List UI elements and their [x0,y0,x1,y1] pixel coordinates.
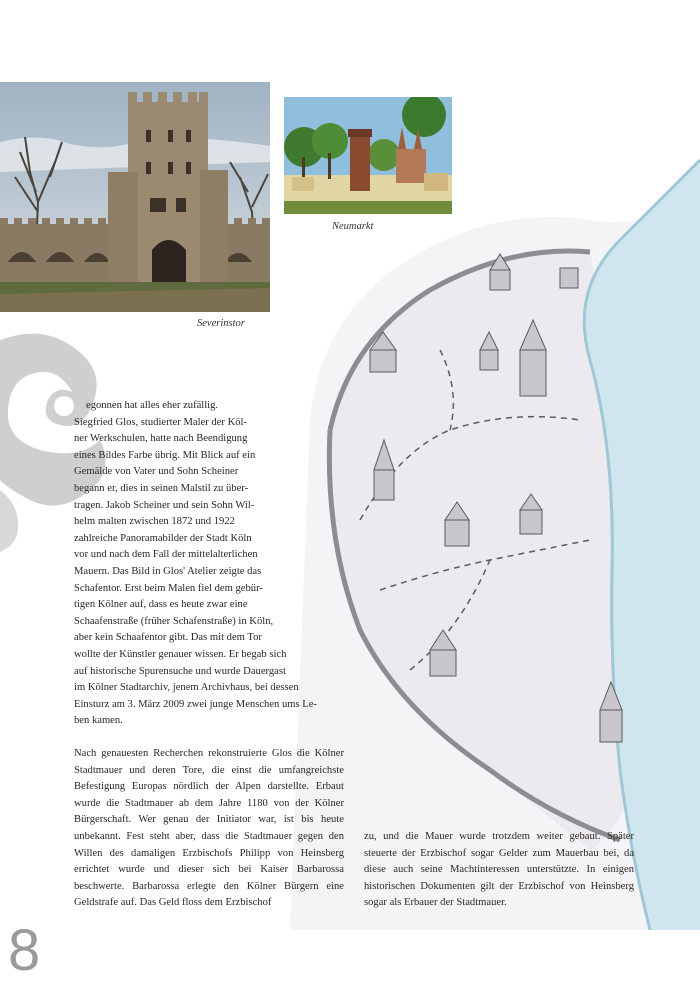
text-line: Einsturz am 3. März 2009 zwei junge Menschen ums Le- [74,698,317,710]
city-wall-map [290,70,700,930]
text-line: Siegfried Glos, studierter Maler der Köl- [74,416,247,428]
text-line: im Kölner Stadtarchiv, jenem Archivhaus, bei dessen [74,682,299,694]
text-line: tigen Kölner auf, dass es heute zwar eine [74,599,248,611]
article-paragraph-3: zu, und die Mauer wurde trotzdem weiter gebaut. Später steuerte der Erzbischof sogar Gelder zum Mauerbau bei, da diese auch seine Machtinteressen unterstützte. In einigen historischen Dokumenten gilt der Erzbischof von Heinsberg sogar als Erbauer der Stadtmauer. [364,831,634,909]
text-line: zahlreiche Panoramabilder der Stadt Köln [74,532,252,544]
caption-severinstor: Severinstor [197,318,245,329]
text-line: begann er, dies in seinen Malstil zu über- [74,482,249,494]
text-line: ben kamen. [74,715,123,727]
severinstor-photo [0,82,270,312]
text-line: tragen. Jakob Scheiner und sein Sohn Wil- [74,499,255,511]
article-paragraph-1 [74,398,344,730]
text-line: egonnen hat alles eher zufällig. [86,400,219,411]
text-line: ner Werkschulen, hatte nach Beendigung [74,433,248,445]
severinstor-illustration [0,82,270,312]
text-line: Schaafenstraße (früher Schafenstraße) in Köln, [74,615,274,627]
text-line: Mauern. Das Bild in Glos' Atelier zeigte das [74,565,262,577]
article-paragraph-2: Nach genauesten Recherchen rekonstruierte Glos die Kölner Stadtmauer und deren Tore, die einst die umfangreichste Befestigung Europas nördlich der Alpen darstellte. Erbaut wurde die Stadtmauer ab dem Jahre 1180 von der Kölner Bürgerschaft. Wer genau der Initiator war, ist bis heute unbekannt. Fest steht aber, dass die Stadtmauer gegen den Willen des damaligen Erzbischofs Philipp von Heinsberg errichtet wurde und dieser sich bei Kaiser Barbarossa beschwerte. Barbarossa erlegte den Kölner Bürgern eine Geldstrafe auf. Das Geld floss dem Erzbischof [74,748,344,909]
text-line: helm malten zwischen 1872 und 1922 [74,516,235,528]
text-line: auf historische Spurensuche und wurde Dauergast [74,665,286,677]
caption-neumarkt: Neumarkt [332,221,374,232]
page-number: 8 [8,918,41,983]
drop-cap [0,395,1,396]
text-line: eines Bildes Farbe übrig. Mit Blick auf ein [74,449,256,461]
text-line: aber kein Schaafentor gibt. Das mit dem Tor [74,632,262,644]
text-line: wollte der Künstler genauer wissen. Er begab sich [74,648,287,660]
text-line: Schafentor. Erst beim Malen fiel dem gebür- [74,582,263,594]
text-line: vor und nach dem Fall der mittelalterlichen [74,549,258,561]
text-line: Gemälde von Vater und Sohn Scheiner [74,466,239,478]
